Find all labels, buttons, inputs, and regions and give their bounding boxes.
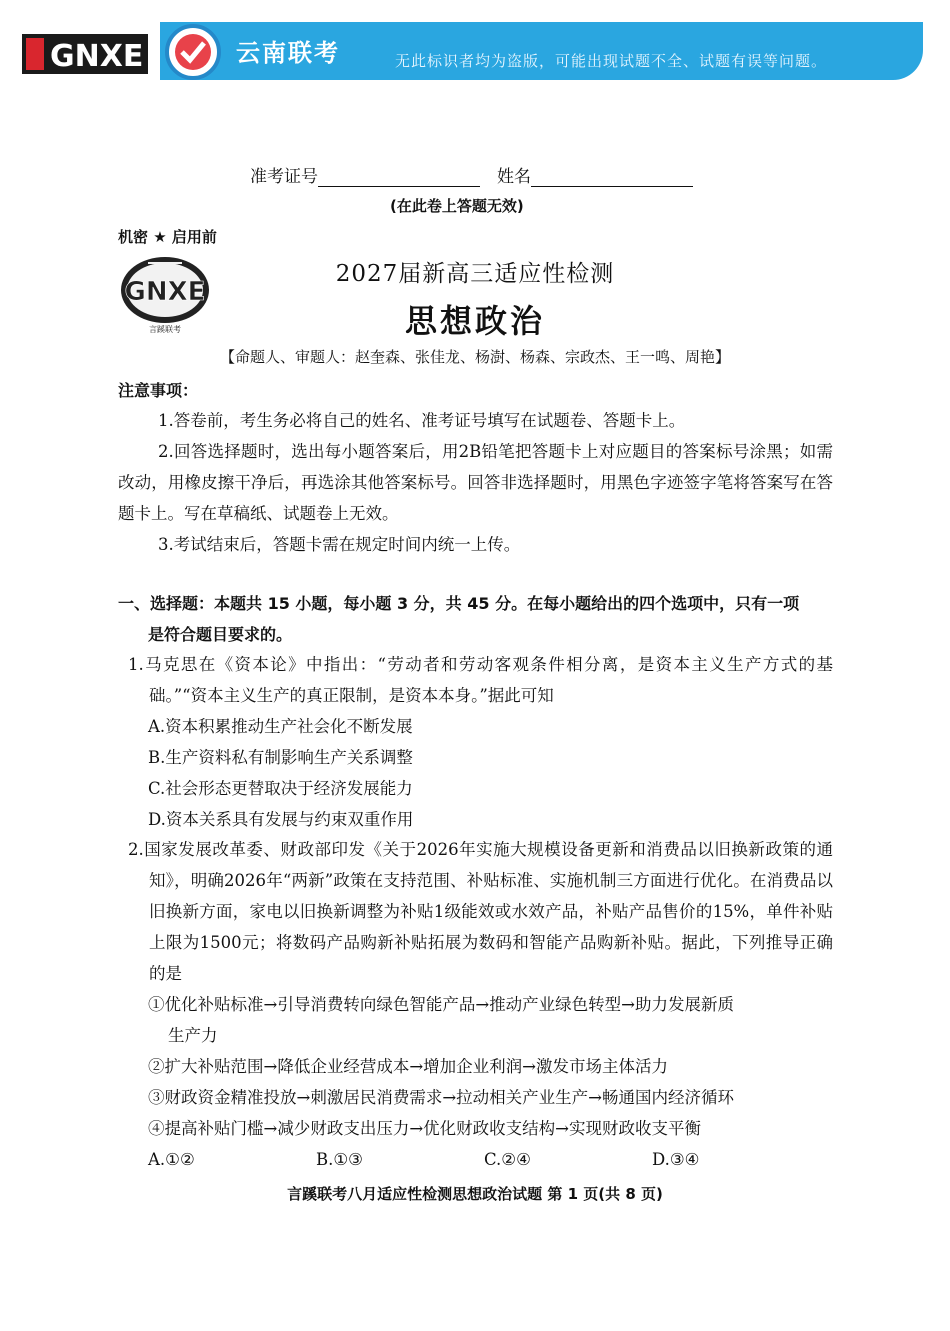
notice-item-3: 3.考试结束后，答题卡需在规定时间内统一上传。 [158, 535, 521, 554]
name-blank[interactable] [531, 166, 693, 187]
question-2 [128, 834, 833, 1175]
name-label: 姓名 [497, 167, 531, 187]
question-2-answers [128, 1144, 833, 1175]
confidential-label: 机密 ★ 启用前 [118, 228, 217, 246]
check-badge-icon [165, 24, 221, 80]
section-heading-line-2: 是符合题目要求的。 [148, 625, 293, 644]
page-footer: 言蹊联考八月适应性检测思想政治试题 第 1 页(共 8 页) [287, 1185, 663, 1203]
seal-caption: 言蹊联考 [149, 325, 181, 334]
name-field[interactable] [497, 162, 693, 187]
section-heading-line-1: 一、选择题：本题共 15 小题，每小题 3 分，共 45 分。在每小题给出的四个选项中，只有一项 [118, 594, 800, 613]
exam-id-label: 准考证号 [250, 167, 318, 187]
notice-item-1: 1.答卷前，考生务必将自己的姓名、准考证号填写在试题卷、答题卡上。 [158, 411, 686, 430]
question-2-statement-4: ④提高补贴门槛→减少财政支出压力→优化财政收支结构→实现财政收支平衡 [148, 1119, 701, 1138]
seal-text: GNXE [124, 277, 206, 307]
notice-heading: 注意事项： [118, 381, 199, 400]
question-2-statement-3: ③财政资金精准投放→刺激居民消费需求→拉动相关产业生产→畅通国内经济循环 [148, 1088, 734, 1107]
question-2-answer-b[interactable]: B.①③ [316, 1150, 363, 1169]
invalid-note: (在此卷上答题无效) [390, 197, 524, 215]
section-heading [118, 588, 833, 650]
exam-title: 2027届新高三适应性检测 [335, 261, 615, 287]
question-2-statement-2: ②扩大补贴范围→降低企业经营成本→增加企业利润→激发市场主体活力 [148, 1057, 668, 1076]
top-banner [0, 0, 950, 84]
exam-id-field[interactable] [250, 162, 480, 187]
authors-line: 【命题人、审题人：赵奎森、张佳龙、杨澍、杨森、宗政杰、王一鸣、周艳】 [219, 348, 730, 366]
question-1-option-d[interactable]: D.资本关系具有发展与约束双重作用 [148, 810, 414, 829]
question-2-stem: 2.国家发展改革委、财政部印发《关于2026年实施大规模设备更新和消费品以旧换新政策的通知》，明确2026年“两新”政策在支持范围、补贴标准、实施机制三方面进行优化。在消费品以旧换新方面，家电以旧换新调整为补贴1级能效或水效产品，补贴产品售价的15%，单件补贴上限为1500元；将数码产品购新补贴拓展为数码和智能产品购新补贴。据此，下列推导正确的是 [128, 840, 833, 983]
question-1-stem: 1.马克思在《资本论》中指出：“劳动者和劳动客观条件相分离，是资本主义生产方式的基础。”“资本主义生产的真正限制，是资本本身。”据此可知 [128, 655, 833, 705]
banner-notice: 无此标识者均为盗版，可能出现试题不全、试题有误等问题。 [395, 52, 828, 70]
question-1-option-a[interactable]: A.资本积累推动生产社会化不断发展 [148, 717, 413, 736]
exam-id-blank[interactable] [318, 166, 480, 187]
question-1 [128, 649, 833, 835]
brand-logo-text: GNXE [50, 39, 144, 74]
brand-logo-icon [18, 30, 153, 80]
question-1-option-c[interactable]: C.社会形态更替取决于经济发展能力 [148, 779, 413, 798]
question-2-statement-1-cont: 生产力 [168, 1026, 218, 1045]
question-1-option-b[interactable]: B.生产资料私有制影响生产关系调整 [148, 748, 413, 767]
exam-subject: 思想政治 [404, 302, 545, 340]
question-2-answer-c[interactable]: C.②④ [484, 1150, 531, 1169]
banner-name: 云南联考 [236, 39, 340, 67]
notice-item-2: 2.回答选择题时，选出每小题答案后，用2B铅笔把答题卡上对应题目的答案标号涂黑；如需改动，用橡皮擦干净后，再选涂其他答案标号。回答非选择题时，用黑色字迹签字笔将答案写在答题卡上。写在草稿纸、试题卷上无效。 [118, 442, 833, 523]
question-2-answer-a[interactable]: A.①② [148, 1150, 195, 1169]
question-2-statement-1: ①优化补贴标准→引导消费转向绿色智能产品→推动产业绿色转型→助力发展新质 [148, 995, 734, 1014]
question-2-answer-d[interactable]: D.③④ [652, 1150, 700, 1169]
